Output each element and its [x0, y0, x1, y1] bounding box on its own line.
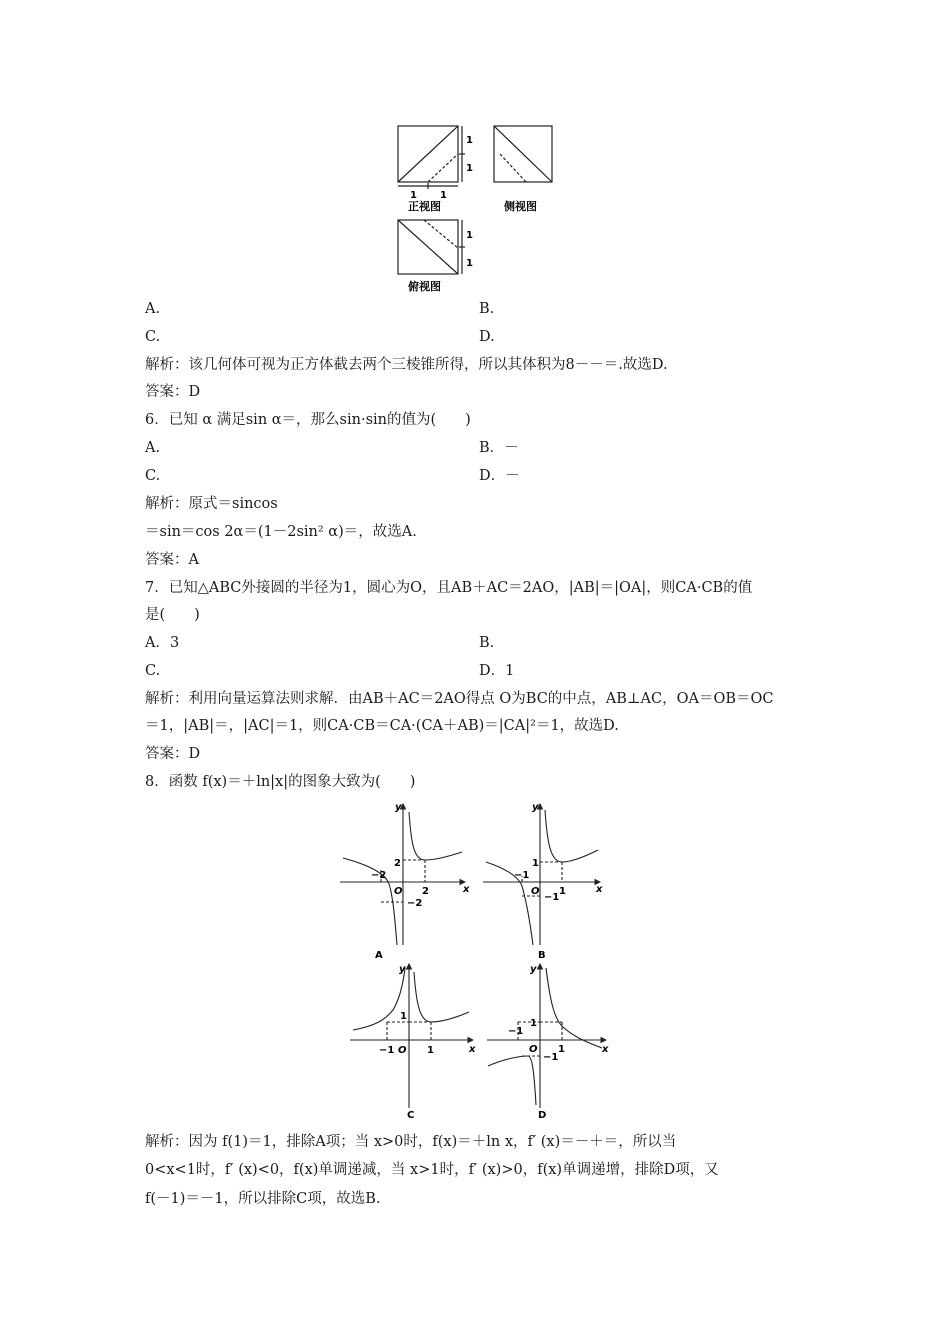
graph-c-origin: O	[398, 1045, 407, 1056]
graph-d-origin: O	[529, 1044, 538, 1055]
q8-analysis-1: 解析：因为 f(1)＝1，排除A项；当 x>0时，f(x)＝＋ln x，f′ (x)＝－＋＝，所以当	[145, 1134, 677, 1150]
q6-analysis-2: ＝sin＝cos 2α＝(1－2sin² α)＝，故选A.	[145, 524, 417, 540]
graph-b-y-axis-label: y	[532, 802, 539, 813]
graph-c-y-axis-label: y	[399, 964, 406, 975]
graph-a-x-axis-label: x	[463, 884, 470, 895]
q5-option-b: B.	[479, 301, 495, 317]
graph-a-label: A	[375, 950, 383, 960]
q6-option-c: C.	[145, 468, 161, 484]
q7-analysis-1: 解析：利用向量运算法则求解．由AB＋AC＝2AO得点 O为BC的中点，AB⊥AC，OA＝OB＝OC	[145, 691, 774, 707]
q8-analysis-2: 0<x<1时，f′ (x)<0，f(x)单调递减，当 x>1时，f′ (x)>0，f(x)单调递增，排除D项，又	[145, 1162, 719, 1178]
q5-option-a: A.	[145, 301, 161, 317]
q6-option-a: A.	[145, 440, 161, 456]
q7-option-d: D．1	[479, 663, 515, 679]
graph-b-ytick-neg: −1	[544, 892, 560, 903]
graph-b-ytick-pos: 1	[532, 858, 539, 869]
graph-c-xtick-neg: −1	[379, 1045, 395, 1056]
graph-a	[335, 800, 475, 960]
graph-c-xtick-pos: 1	[427, 1045, 434, 1056]
graph-b-xtick-neg: −1	[514, 870, 530, 881]
graph-c-ytick-pos: 1	[400, 1011, 407, 1022]
q5-analysis: 解析：该几何体可视为正方体截去两个三棱锥所得，所以其体积为8－－＝.故选D.	[145, 357, 668, 373]
top-dim-top: 1	[466, 230, 473, 241]
front-dim-left: 1	[410, 190, 417, 201]
q5-answer: 答案：D	[145, 384, 201, 400]
q5-option-d: D.	[479, 329, 495, 345]
graph-a-y-axis-label: y	[395, 802, 402, 813]
top-dim-bottom: 1	[466, 258, 473, 269]
q7-option-a: A．3	[145, 635, 180, 651]
front-dim-top: 1	[466, 135, 473, 146]
front-dim-right: 1	[440, 190, 447, 201]
graph-a-ytick-pos: 2	[394, 858, 401, 869]
graph-a-ytick-neg: −2	[407, 898, 423, 909]
graph-b-origin: O	[531, 886, 540, 897]
graph-d-label: D	[538, 1110, 547, 1120]
graph-d-xtick-neg: −1	[508, 1026, 524, 1037]
front-view-label: 正视图	[408, 200, 441, 213]
graph-c-label: C	[407, 1110, 415, 1120]
q7-stem-1: 7．已知△ABC外接圆的半径为1，圆心为O，且AB＋AC＝2AO，|AB|＝|OA|，则CA·CB的值	[145, 580, 753, 596]
graph-d-x-axis-label: x	[602, 1044, 609, 1055]
graph-c-x-axis-label: x	[469, 1044, 476, 1055]
side-view-label: 侧视图	[504, 200, 537, 213]
q6-answer: 答案：A	[145, 552, 199, 568]
graph-d-ytick-pos: 1	[530, 1018, 537, 1029]
q7-analysis-2: ＝1，|AB|＝，|AC|＝1，则CA·CB＝CA·(CA＋AB)＝|CA|²＝1，故选D.	[145, 718, 619, 734]
graph-a-origin: O	[394, 886, 403, 897]
q6-option-d: D．－	[479, 468, 520, 484]
graph-d-y-axis-label: y	[530, 964, 537, 975]
graph-c	[345, 960, 480, 1120]
q8-stem: 8．函数 f(x)＝＋ln|x|的图象大致为( )	[145, 774, 416, 790]
three-view-figure	[390, 118, 570, 298]
q7-option-c: C.	[145, 663, 161, 679]
graph-b	[478, 800, 608, 960]
q7-option-b: B.	[479, 635, 495, 651]
graph-a-xtick-pos: 2	[422, 886, 429, 897]
graph-b-xtick-pos: 1	[559, 886, 566, 897]
graph-d	[482, 960, 612, 1120]
graph-d-xtick-pos: 1	[558, 1044, 565, 1055]
q6-stem: 6．已知 α 满足sin α＝，那么sin·sin的值为( )	[145, 412, 471, 428]
graph-a-xtick-neg: −2	[371, 870, 387, 881]
q5-option-c: C.	[145, 329, 161, 345]
q7-stem-2: 是( )	[145, 607, 200, 623]
q8-analysis-3: f(－1)＝－1，所以排除C项，故选B.	[145, 1191, 381, 1207]
q6-analysis-1: 解析：原式＝sincos	[145, 496, 278, 512]
top-view-label: 俯视图	[408, 280, 441, 293]
front-dim-bottom: 1	[466, 163, 473, 174]
graph-b-x-axis-label: x	[596, 884, 603, 895]
graph-b-label: B	[538, 950, 546, 960]
q7-answer: 答案：D	[145, 746, 201, 762]
q6-option-b: B．－	[479, 440, 519, 456]
graph-d-ytick-neg: −1	[543, 1052, 559, 1063]
